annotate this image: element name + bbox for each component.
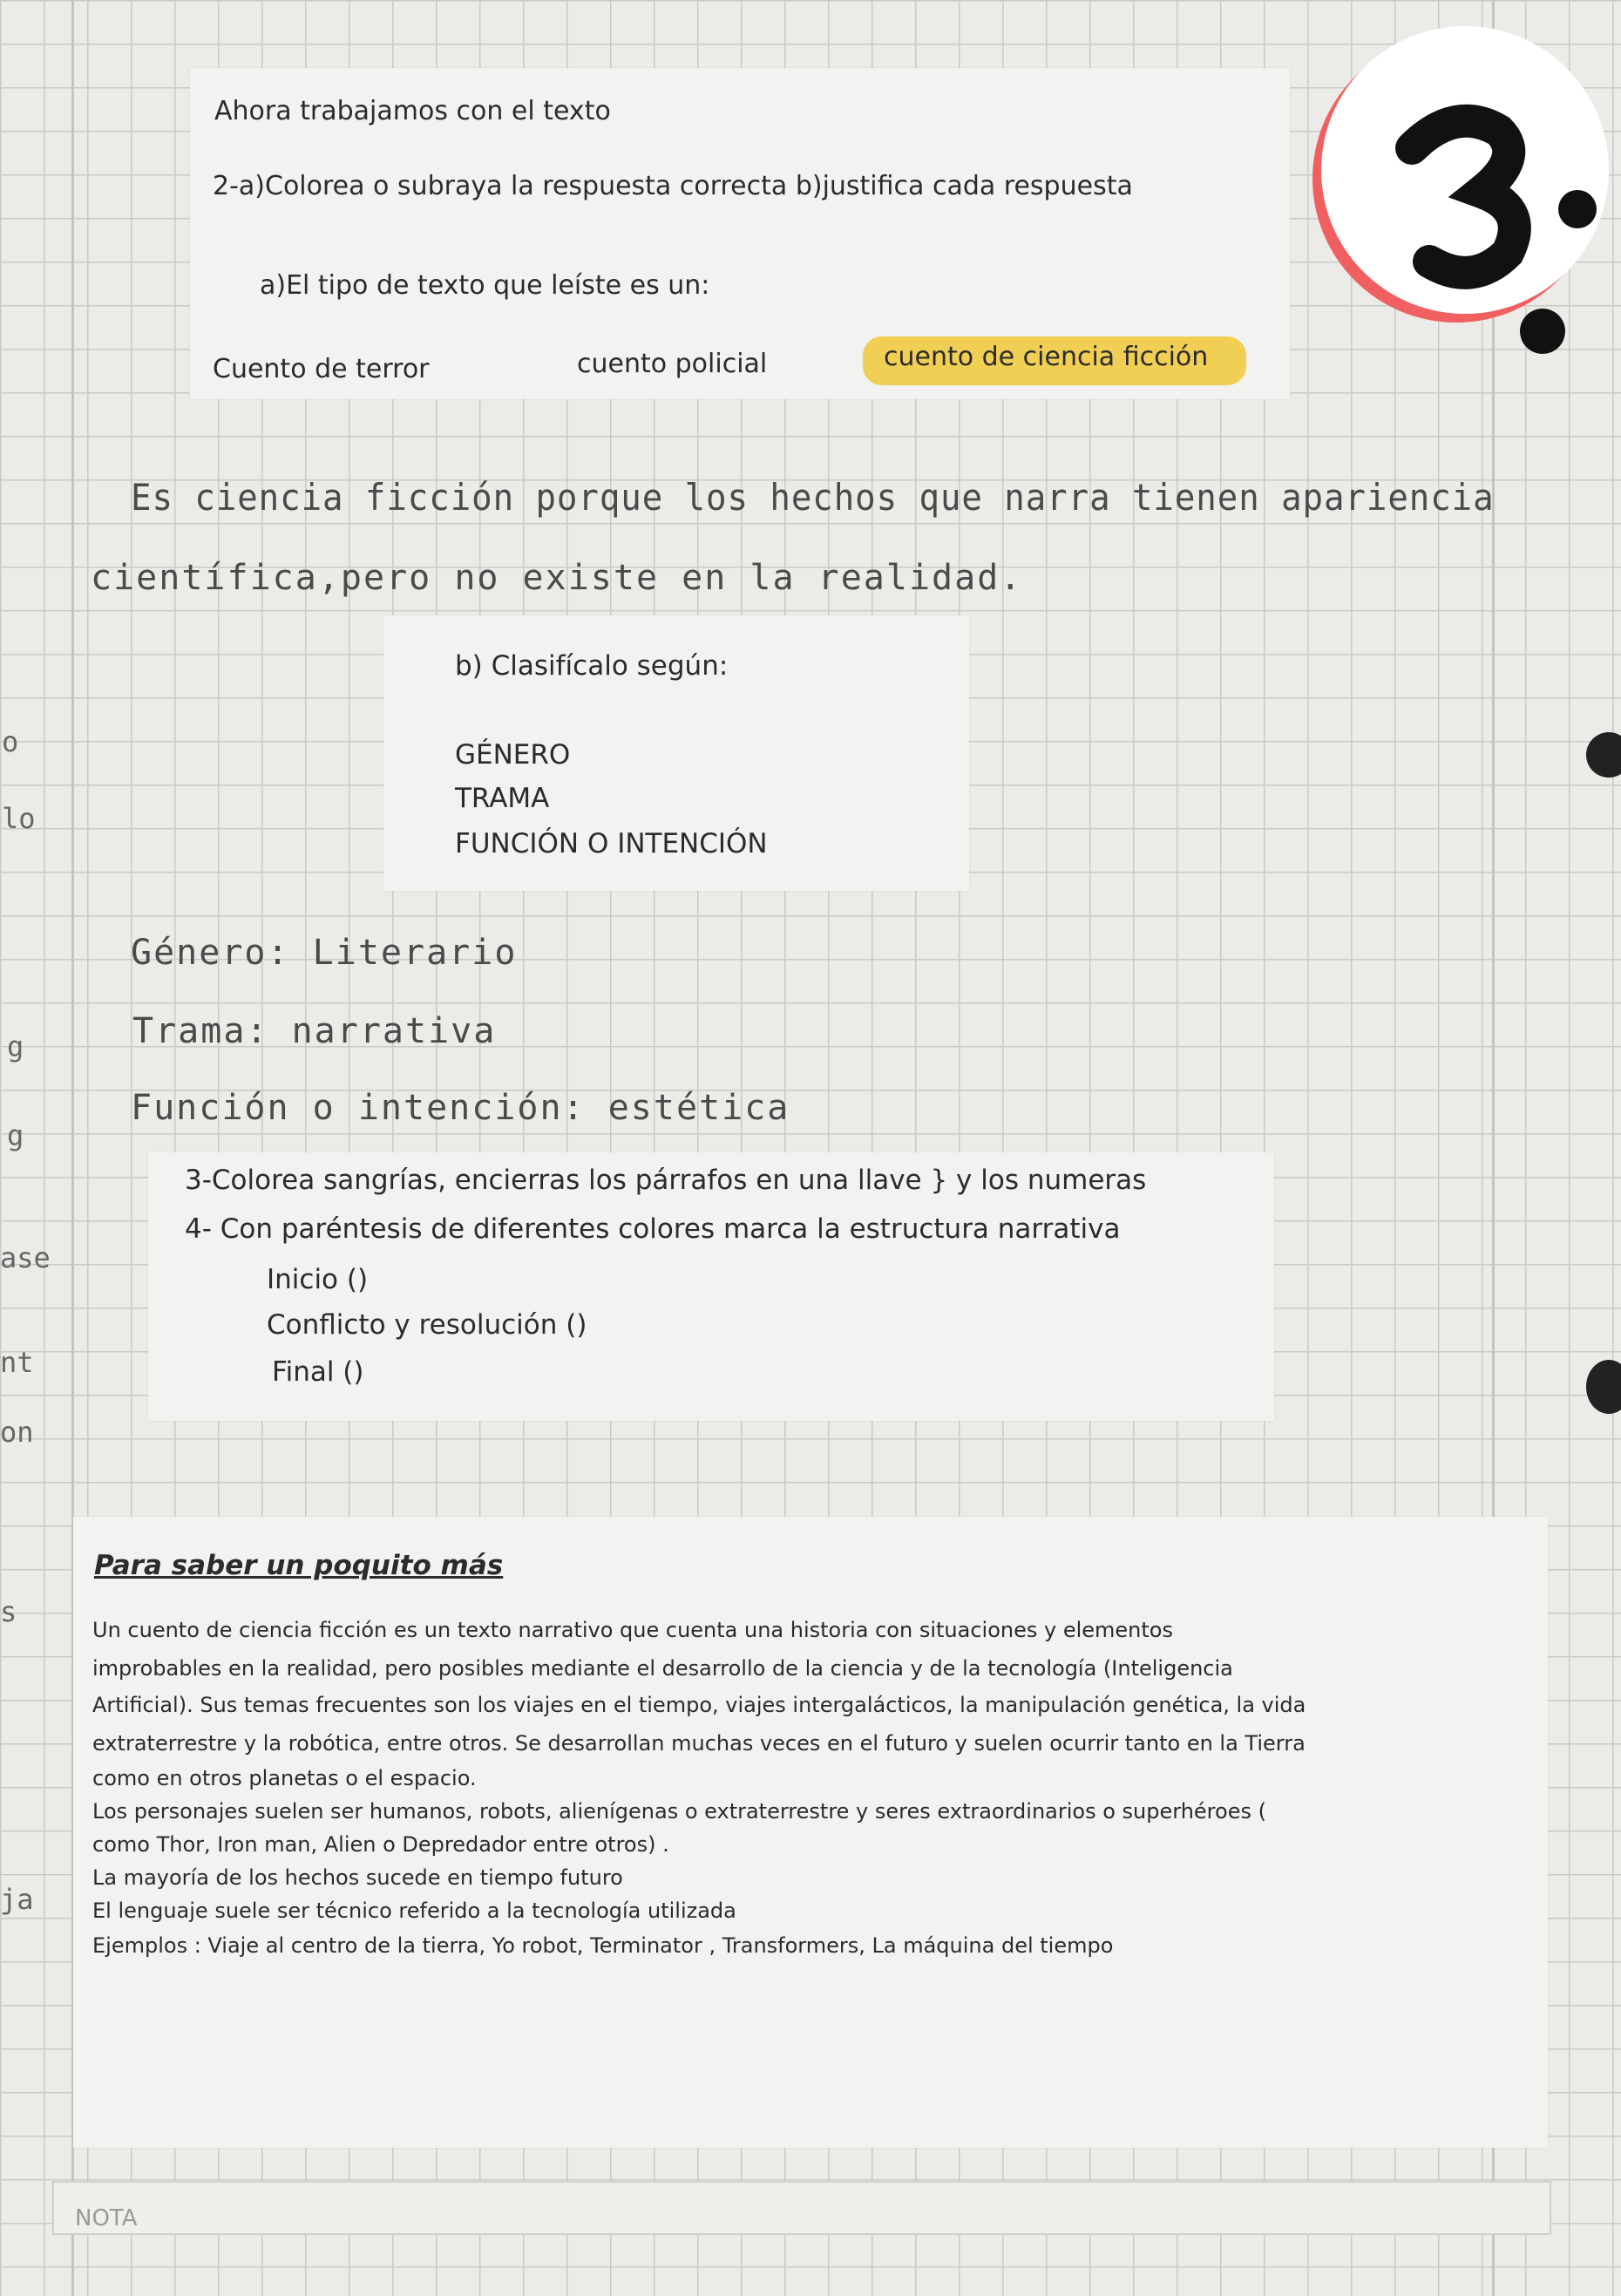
edge-mark: nt (0, 1346, 34, 1379)
instruction-2a: 2-a)Colorea o subraya la respuesta correcta b)justifica cada respuesta (213, 171, 1133, 201)
item-trama: TRAMA (455, 783, 550, 814)
nota-label: NOTA (75, 2205, 138, 2231)
info-line: El lenguaje suele ser técnico referido a la tecnología utilizada (92, 1899, 736, 1923)
edge-mark: ja (0, 1883, 34, 1916)
question-a: a)El tipo de texto que leíste es un: (260, 270, 710, 301)
edge-mark: on (0, 1416, 34, 1449)
handwritten-trama: Trama: narrativa (132, 1011, 497, 1051)
edge-mark: o (2, 725, 19, 758)
edge-mark: g (7, 1119, 24, 1152)
info-line: La mayoría de los hechos sucede en tiempo futuro (92, 1865, 623, 1890)
option-ciencia-ficcion[interactable]: cuento de ciencia ficción (884, 342, 1209, 372)
nota-box (52, 2181, 1551, 2235)
info-line: como Thor, Iron man, Alien o Depredador entre otros) . (92, 1832, 669, 1857)
edge-mark: lo (2, 802, 36, 835)
info-line: Ejemplos : Viaje al centro de la tierra, Yo robot, Terminator , Transformers, La máquina del tiempo (92, 1933, 1114, 1958)
info-line: extraterrestre y la robótica, entre otros. Se desarrollan muchas veces en el futuro y suelen ocurrir tanto en la Tierra (92, 1731, 1306, 1756)
info-line: Un cuento de ciencia ficción es un texto narrativo que cuenta una historia con situaciones y elementos (92, 1618, 1173, 1642)
option-terror[interactable]: Cuento de terror (213, 354, 430, 384)
number-3-icon (1377, 96, 1604, 357)
info-line: Los personajes suelen ser humanos, robots, alienígenas o extraterrestre y seres extraordinarios o superhéroes ( (92, 1799, 1266, 1824)
item-funcion: FUNCIÓN O INTENCIÓN (455, 828, 768, 859)
handwritten-funcion: Función o intención: estética (131, 1088, 790, 1128)
item-genero: GÉNERO (455, 739, 571, 771)
edge-mark: g (7, 1030, 24, 1063)
instruction-3: 3-Colorea sangrías, encierras los párrafos en una llave } y los numeras (185, 1165, 1147, 1196)
handwritten-genero: Género: Literario (131, 933, 518, 973)
info-title: Para saber un poquito más (94, 1550, 504, 1581)
handwritten-answer-line2: científica,pero no existe en la realidad. (91, 558, 1023, 598)
info-line: improbables en la realidad, pero posibles mediante el desarrollo de la ciencia y de la tecnología (Inteligencia (92, 1656, 1233, 1681)
structure-conflicto: Conflicto y resolución () (267, 1309, 587, 1341)
edge-mark: s (0, 1595, 17, 1628)
info-line: como en otros planetas o el espacio. (92, 1766, 477, 1790)
handwritten-answer-line1: Es ciencia ficción porque los hechos que narra tienen apariencia (131, 476, 1495, 519)
edge-mark: ase (0, 1241, 51, 1274)
info-line: Artificial). Sus temas frecuentes son los viajes en el tiempo, viajes intergalácticos, la manipulación genética, la vida (92, 1693, 1306, 1717)
intro-text: Ahora trabajamos con el texto (214, 96, 611, 126)
structure-final: Final () (272, 1356, 364, 1388)
instruction-4: 4- Con paréntesis de diferentes colores marca la estructura narrativa (185, 1213, 1121, 1245)
option-policial[interactable]: cuento policial (577, 349, 768, 379)
section-b-title: b) Clasifícalo según: (455, 650, 729, 682)
structure-inicio: Inicio () (267, 1264, 369, 1295)
